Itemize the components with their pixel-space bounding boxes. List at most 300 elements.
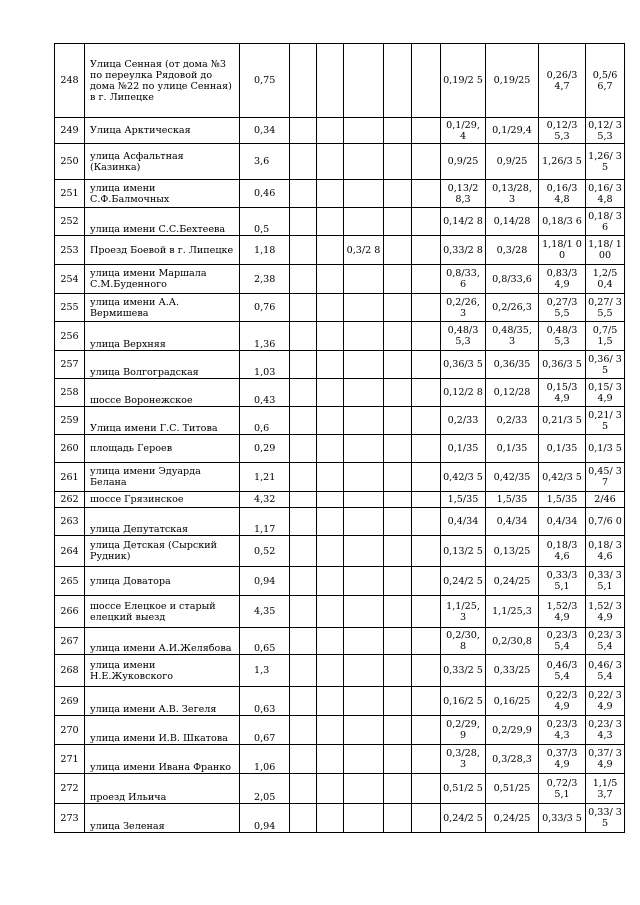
table-row bbox=[55, 294, 625, 322]
col-10-value: 0,23/3 4,3 bbox=[539, 716, 586, 745]
table-row bbox=[55, 118, 625, 144]
col-3-value bbox=[290, 508, 317, 536]
col-9-value: 0,24/25 bbox=[486, 567, 539, 596]
col-6-value bbox=[384, 596, 412, 628]
col-10-value: 0,83/3 4,9 bbox=[539, 265, 586, 294]
col-7-value bbox=[412, 463, 441, 492]
col-9-value: 0,24/25 bbox=[486, 804, 539, 833]
row-number: 256 bbox=[55, 322, 85, 351]
road-length: 1,06 bbox=[240, 745, 290, 774]
road-length: 0,76 bbox=[240, 294, 290, 322]
col-5-value bbox=[344, 655, 384, 687]
col-10-value: 0,36/3 5 bbox=[539, 351, 586, 379]
col-11-value: 1,2/5 0,4 bbox=[586, 265, 625, 294]
col-4-value bbox=[317, 322, 344, 351]
col-3-value bbox=[290, 322, 317, 351]
col-8-value: 0,9/25 bbox=[441, 144, 486, 180]
street-name: улица имени Ивана Франко bbox=[85, 745, 240, 774]
col-9-value: 0,48/35, 3 bbox=[486, 322, 539, 351]
row-number: 261 bbox=[55, 463, 85, 492]
street-name: улица имени А.И.Желябова bbox=[85, 628, 240, 655]
col-9-value: 0,51/25 bbox=[486, 774, 539, 804]
col-5-value bbox=[344, 294, 384, 322]
col-7-value bbox=[412, 716, 441, 745]
col-8-value: 1,1/25, 3 bbox=[441, 596, 486, 628]
col-8-value: 0,2/26, 3 bbox=[441, 294, 486, 322]
col-6-value bbox=[384, 44, 412, 118]
col-3-value bbox=[290, 379, 317, 407]
street-name: улица имени С.Ф.Балмочных bbox=[85, 180, 240, 208]
col-7-value bbox=[412, 379, 441, 407]
row-number: 263 bbox=[55, 508, 85, 536]
col-3-value bbox=[290, 351, 317, 379]
col-11-value: 1,52/ 34,9 bbox=[586, 596, 625, 628]
street-name: Улица Арктическая bbox=[85, 118, 240, 144]
road-length: 4,32 bbox=[240, 492, 290, 508]
col-11-value: 0,7/5 1,5 bbox=[586, 322, 625, 351]
street-name: улица Депутатская bbox=[85, 508, 240, 536]
col-10-value: 0,42/3 5 bbox=[539, 463, 586, 492]
col-6-value bbox=[384, 351, 412, 379]
col-4-value bbox=[317, 628, 344, 655]
street-name: улица Верхняя bbox=[85, 322, 240, 351]
street-name: площадь Героев bbox=[85, 435, 240, 463]
col-10-value: 0,18/3 4,6 bbox=[539, 536, 586, 567]
col-4-value bbox=[317, 44, 344, 118]
col-7-value bbox=[412, 687, 441, 716]
col-11-value: 2/46 bbox=[586, 492, 625, 508]
col-7-value bbox=[412, 208, 441, 236]
road-length: 2,38 bbox=[240, 265, 290, 294]
col-5-value bbox=[344, 407, 384, 435]
col-3-value bbox=[290, 236, 317, 265]
col-10-value: 0,37/3 4,9 bbox=[539, 745, 586, 774]
street-name: Улица имени Г.С. Титова bbox=[85, 407, 240, 435]
table-row bbox=[55, 567, 625, 596]
col-5-value bbox=[344, 567, 384, 596]
road-length: 1,3 bbox=[240, 655, 290, 687]
col-10-value: 0,23/3 5,4 bbox=[539, 628, 586, 655]
road-length: 2,05 bbox=[240, 774, 290, 804]
col-6-value bbox=[384, 144, 412, 180]
col-6-value bbox=[384, 435, 412, 463]
col-8-value: 0,24/2 5 bbox=[441, 804, 486, 833]
col-4-value bbox=[317, 508, 344, 536]
col-11-value: 0,23/ 34,3 bbox=[586, 716, 625, 745]
col-8-value: 0,16/2 5 bbox=[441, 687, 486, 716]
col-3-value bbox=[290, 44, 317, 118]
col-6-value bbox=[384, 118, 412, 144]
street-name: шоссе Воронежское bbox=[85, 379, 240, 407]
row-number: 248 bbox=[55, 44, 85, 118]
col-3-value bbox=[290, 492, 317, 508]
street-name: Проезд Боевой в г. Липецке bbox=[85, 236, 240, 265]
road-length: 1,36 bbox=[240, 322, 290, 351]
col-10-value: 1,52/3 4,9 bbox=[539, 596, 586, 628]
col-5-value bbox=[344, 536, 384, 567]
col-10-value: 0,4/34 bbox=[539, 508, 586, 536]
street-name: проезд Ильича bbox=[85, 774, 240, 804]
col-4-value bbox=[317, 208, 344, 236]
col-11-value: 0,46/ 35,4 bbox=[586, 655, 625, 687]
road-length: 0,94 bbox=[240, 804, 290, 833]
document-page bbox=[54, 43, 624, 833]
col-5-value bbox=[344, 628, 384, 655]
col-8-value: 0,2/30, 8 bbox=[441, 628, 486, 655]
col-9-value: 1,5/35 bbox=[486, 492, 539, 508]
col-7-value bbox=[412, 144, 441, 180]
col-3-value bbox=[290, 628, 317, 655]
table-row bbox=[55, 435, 625, 463]
col-7-value bbox=[412, 774, 441, 804]
col-9-value: 0,3/28,3 bbox=[486, 745, 539, 774]
col-11-value: 0,37/ 34,9 bbox=[586, 745, 625, 774]
col-4-value bbox=[317, 716, 344, 745]
row-number: 265 bbox=[55, 567, 85, 596]
col-7-value bbox=[412, 180, 441, 208]
col-10-value: 0,48/3 5,3 bbox=[539, 322, 586, 351]
col-11-value: 0,7/6 0 bbox=[586, 508, 625, 536]
col-6-value bbox=[384, 379, 412, 407]
col-3-value bbox=[290, 596, 317, 628]
col-6-value bbox=[384, 745, 412, 774]
col-9-value: 0,14/28 bbox=[486, 208, 539, 236]
table-row bbox=[55, 687, 625, 716]
col-10-value: 1,5/35 bbox=[539, 492, 586, 508]
table-row bbox=[55, 745, 625, 774]
col-6-value bbox=[384, 774, 412, 804]
street-name: улица Детская (Сырский Рудник) bbox=[85, 536, 240, 567]
col-5-value bbox=[344, 804, 384, 833]
road-length: 0,67 bbox=[240, 716, 290, 745]
street-name: улица имени А.В. Зегеля bbox=[85, 687, 240, 716]
col-11-value: 0,1/3 5 bbox=[586, 435, 625, 463]
col-4-value bbox=[317, 144, 344, 180]
col-9-value: 0,13/25 bbox=[486, 536, 539, 567]
col-5-value bbox=[344, 118, 384, 144]
col-11-value: 0,36/ 35 bbox=[586, 351, 625, 379]
col-3-value bbox=[290, 804, 317, 833]
col-7-value bbox=[412, 294, 441, 322]
row-number: 260 bbox=[55, 435, 85, 463]
street-name: улица имени А.А. Вермишева bbox=[85, 294, 240, 322]
col-10-value: 0,12/3 5,3 bbox=[539, 118, 586, 144]
col-5-value bbox=[344, 492, 384, 508]
col-9-value: 0,3/28 bbox=[486, 236, 539, 265]
col-6-value bbox=[384, 804, 412, 833]
col-4-value bbox=[317, 379, 344, 407]
col-8-value: 0,2/29, 9 bbox=[441, 716, 486, 745]
col-10-value: 0,46/3 5,4 bbox=[539, 655, 586, 687]
col-5-value bbox=[344, 208, 384, 236]
col-10-value: 1,18/1 00 bbox=[539, 236, 586, 265]
col-3-value bbox=[290, 655, 317, 687]
road-length: 0,52 bbox=[240, 536, 290, 567]
col-4-value bbox=[317, 435, 344, 463]
col-7-value bbox=[412, 596, 441, 628]
col-3-value bbox=[290, 435, 317, 463]
col-7-value bbox=[412, 628, 441, 655]
col-3-value bbox=[290, 144, 317, 180]
road-length: 0,34 bbox=[240, 118, 290, 144]
table-row bbox=[55, 716, 625, 745]
col-7-value bbox=[412, 745, 441, 774]
col-11-value: 1,1/5 3,7 bbox=[586, 774, 625, 804]
col-7-value bbox=[412, 322, 441, 351]
col-8-value: 1,5/35 bbox=[441, 492, 486, 508]
col-5-value bbox=[344, 265, 384, 294]
col-9-value: 1,1/25,3 bbox=[486, 596, 539, 628]
street-name: Улица Сенная (от дома №3 по переулка Рядовой до дома №22 по улице Сенная) в г. Липецке bbox=[85, 44, 240, 118]
col-8-value: 0,24/2 5 bbox=[441, 567, 486, 596]
col-8-value: 0,19/2 5 bbox=[441, 44, 486, 118]
col-9-value: 0,1/29,4 bbox=[486, 118, 539, 144]
col-9-value: 0,1/35 bbox=[486, 435, 539, 463]
col-9-value: 0,36/35 bbox=[486, 351, 539, 379]
col-10-value: 0,27/3 5,5 bbox=[539, 294, 586, 322]
table-row bbox=[55, 463, 625, 492]
col-5-value bbox=[344, 435, 384, 463]
col-3-value bbox=[290, 687, 317, 716]
col-4-value bbox=[317, 236, 344, 265]
row-number: 271 bbox=[55, 745, 85, 774]
col-9-value: 0,12/28 bbox=[486, 379, 539, 407]
col-11-value: 0,23/ 35,4 bbox=[586, 628, 625, 655]
col-7-value bbox=[412, 492, 441, 508]
col-7-value bbox=[412, 804, 441, 833]
col-9-value: 0,42/35 bbox=[486, 463, 539, 492]
row-number: 264 bbox=[55, 536, 85, 567]
col-10-value: 0,18/3 6 bbox=[539, 208, 586, 236]
road-length: 0,6 bbox=[240, 407, 290, 435]
col-3-value bbox=[290, 567, 317, 596]
col-11-value: 0,15/ 34,9 bbox=[586, 379, 625, 407]
col-8-value: 0,13/2 8,3 bbox=[441, 180, 486, 208]
col-6-value bbox=[384, 180, 412, 208]
col-3-value bbox=[290, 265, 317, 294]
col-3-value bbox=[290, 118, 317, 144]
road-length: 0,65 bbox=[240, 628, 290, 655]
road-length: 0,75 bbox=[240, 44, 290, 118]
col-4-value bbox=[317, 294, 344, 322]
col-8-value: 0,33/2 5 bbox=[441, 655, 486, 687]
col-5-value bbox=[344, 745, 384, 774]
col-11-value: 1,18/ 100 bbox=[586, 236, 625, 265]
road-length: 1,17 bbox=[240, 508, 290, 536]
col-10-value: 0,33/3 5 bbox=[539, 804, 586, 833]
col-8-value: 0,1/29, 4 bbox=[441, 118, 486, 144]
street-name: улица Доватора bbox=[85, 567, 240, 596]
col-11-value: 0,16/ 34,8 bbox=[586, 180, 625, 208]
col-3-value bbox=[290, 536, 317, 567]
table-body bbox=[55, 44, 625, 833]
table-row bbox=[55, 774, 625, 804]
street-name: улица Асфальтная (Казинка) bbox=[85, 144, 240, 180]
table-row bbox=[55, 208, 625, 236]
col-5-value bbox=[344, 322, 384, 351]
table-row bbox=[55, 236, 625, 265]
col-10-value: 1,26/3 5 bbox=[539, 144, 586, 180]
col-11-value: 0,18/ 34,6 bbox=[586, 536, 625, 567]
row-number: 269 bbox=[55, 687, 85, 716]
col-3-value bbox=[290, 407, 317, 435]
col-4-value bbox=[317, 536, 344, 567]
col-6-value bbox=[384, 265, 412, 294]
col-5-value bbox=[344, 180, 384, 208]
col-10-value: 0,72/3 5,1 bbox=[539, 774, 586, 804]
col-3-value bbox=[290, 745, 317, 774]
col-4-value bbox=[317, 492, 344, 508]
col-9-value: 0,16/25 bbox=[486, 687, 539, 716]
col-6-value bbox=[384, 655, 412, 687]
col-11-value: 0,21/ 35 bbox=[586, 407, 625, 435]
table-row bbox=[55, 492, 625, 508]
col-8-value: 0,14/2 8 bbox=[441, 208, 486, 236]
col-10-value: 0,26/3 4,7 bbox=[539, 44, 586, 118]
row-number: 258 bbox=[55, 379, 85, 407]
row-number: 254 bbox=[55, 265, 85, 294]
road-length: 0,63 bbox=[240, 687, 290, 716]
col-5-value bbox=[344, 351, 384, 379]
row-number: 262 bbox=[55, 492, 85, 508]
col-10-value: 0,16/3 4,8 bbox=[539, 180, 586, 208]
col-3-value bbox=[290, 208, 317, 236]
col-10-value: 0,33/3 5,1 bbox=[539, 567, 586, 596]
table-row bbox=[55, 596, 625, 628]
road-length: 3,6 bbox=[240, 144, 290, 180]
col-11-value: 0,27/ 35,5 bbox=[586, 294, 625, 322]
col-7-value bbox=[412, 265, 441, 294]
row-number: 249 bbox=[55, 118, 85, 144]
road-length: 4,35 bbox=[240, 596, 290, 628]
col-10-value: 0,15/3 4,9 bbox=[539, 379, 586, 407]
col-9-value: 0,9/25 bbox=[486, 144, 539, 180]
col-9-value: 0,4/34 bbox=[486, 508, 539, 536]
col-7-value bbox=[412, 536, 441, 567]
col-6-value bbox=[384, 536, 412, 567]
col-7-value bbox=[412, 236, 441, 265]
col-6-value bbox=[384, 687, 412, 716]
col-6-value bbox=[384, 407, 412, 435]
col-11-value: 0,33/ 35,1 bbox=[586, 567, 625, 596]
road-length: 1,21 bbox=[240, 463, 290, 492]
col-11-value: 0,22/ 34,9 bbox=[586, 687, 625, 716]
col-3-value bbox=[290, 294, 317, 322]
col-8-value: 0,36/3 5 bbox=[441, 351, 486, 379]
row-number: 253 bbox=[55, 236, 85, 265]
table-row bbox=[55, 655, 625, 687]
row-number: 273 bbox=[55, 804, 85, 833]
col-4-value bbox=[317, 463, 344, 492]
row-number: 267 bbox=[55, 628, 85, 655]
col-5-value: 0,3/2 8 bbox=[344, 236, 384, 265]
col-11-value: 0,5/6 6,7 bbox=[586, 44, 625, 118]
street-name: шоссе Елецкое и старый елецкий выезд bbox=[85, 596, 240, 628]
col-6-value bbox=[384, 716, 412, 745]
street-name: улица Волгоградская bbox=[85, 351, 240, 379]
col-10-value: 0,21/3 5 bbox=[539, 407, 586, 435]
street-name: улица имени И.В. Шкатова bbox=[85, 716, 240, 745]
street-name: улица имени Эдуарда Белана bbox=[85, 463, 240, 492]
col-8-value: 0,48/3 5,3 bbox=[441, 322, 486, 351]
street-name: шоссе Грязинское bbox=[85, 492, 240, 508]
col-7-value bbox=[412, 407, 441, 435]
col-3-value bbox=[290, 774, 317, 804]
row-number: 250 bbox=[55, 144, 85, 180]
table-row bbox=[55, 351, 625, 379]
col-6-value bbox=[384, 567, 412, 596]
table-row bbox=[55, 536, 625, 567]
col-7-value bbox=[412, 508, 441, 536]
table-row bbox=[55, 628, 625, 655]
col-8-value: 0,12/2 8 bbox=[441, 379, 486, 407]
col-7-value bbox=[412, 655, 441, 687]
col-10-value: 0,1/35 bbox=[539, 435, 586, 463]
col-7-value bbox=[412, 351, 441, 379]
table-row bbox=[55, 144, 625, 180]
col-8-value: 0,3/28, 3 bbox=[441, 745, 486, 774]
road-length: 0,94 bbox=[240, 567, 290, 596]
table-row bbox=[55, 322, 625, 351]
road-length: 0,43 bbox=[240, 379, 290, 407]
col-8-value: 0,2/33 bbox=[441, 407, 486, 435]
row-number: 259 bbox=[55, 407, 85, 435]
roads-table bbox=[54, 43, 625, 833]
col-9-value: 0,2/26,3 bbox=[486, 294, 539, 322]
col-4-value bbox=[317, 118, 344, 144]
col-7-value bbox=[412, 435, 441, 463]
col-6-value bbox=[384, 322, 412, 351]
col-8-value: 0,13/2 5 bbox=[441, 536, 486, 567]
row-number: 251 bbox=[55, 180, 85, 208]
table-row bbox=[55, 379, 625, 407]
street-name: улица имени Маршала С.М.Буденного bbox=[85, 265, 240, 294]
col-6-value bbox=[384, 208, 412, 236]
row-number: 255 bbox=[55, 294, 85, 322]
col-8-value: 0,42/3 5 bbox=[441, 463, 486, 492]
col-10-value: 0,22/3 4,9 bbox=[539, 687, 586, 716]
col-4-value bbox=[317, 774, 344, 804]
col-4-value bbox=[317, 351, 344, 379]
col-9-value: 0,2/33 bbox=[486, 407, 539, 435]
table-row bbox=[55, 407, 625, 435]
col-7-value bbox=[412, 567, 441, 596]
col-4-value bbox=[317, 265, 344, 294]
col-4-value bbox=[317, 655, 344, 687]
col-9-value: 0,33/25 bbox=[486, 655, 539, 687]
col-3-value bbox=[290, 716, 317, 745]
col-6-value bbox=[384, 628, 412, 655]
row-number: 266 bbox=[55, 596, 85, 628]
col-5-value bbox=[344, 463, 384, 492]
road-length: 1,03 bbox=[240, 351, 290, 379]
street-name: улица имени С.С.Бехтеева bbox=[85, 208, 240, 236]
row-number: 272 bbox=[55, 774, 85, 804]
col-8-value: 0,8/33, 6 bbox=[441, 265, 486, 294]
road-length: 0,5 bbox=[240, 208, 290, 236]
col-4-value bbox=[317, 804, 344, 833]
col-9-value: 0,8/33,6 bbox=[486, 265, 539, 294]
col-7-value bbox=[412, 118, 441, 144]
col-9-value: 0,2/30,8 bbox=[486, 628, 539, 655]
table-row bbox=[55, 804, 625, 833]
col-11-value: 0,33/ 35 bbox=[586, 804, 625, 833]
col-9-value: 0,19/25 bbox=[486, 44, 539, 118]
table-row bbox=[55, 508, 625, 536]
street-name: улица Зеленая bbox=[85, 804, 240, 833]
col-5-value bbox=[344, 687, 384, 716]
road-length: 0,46 bbox=[240, 180, 290, 208]
